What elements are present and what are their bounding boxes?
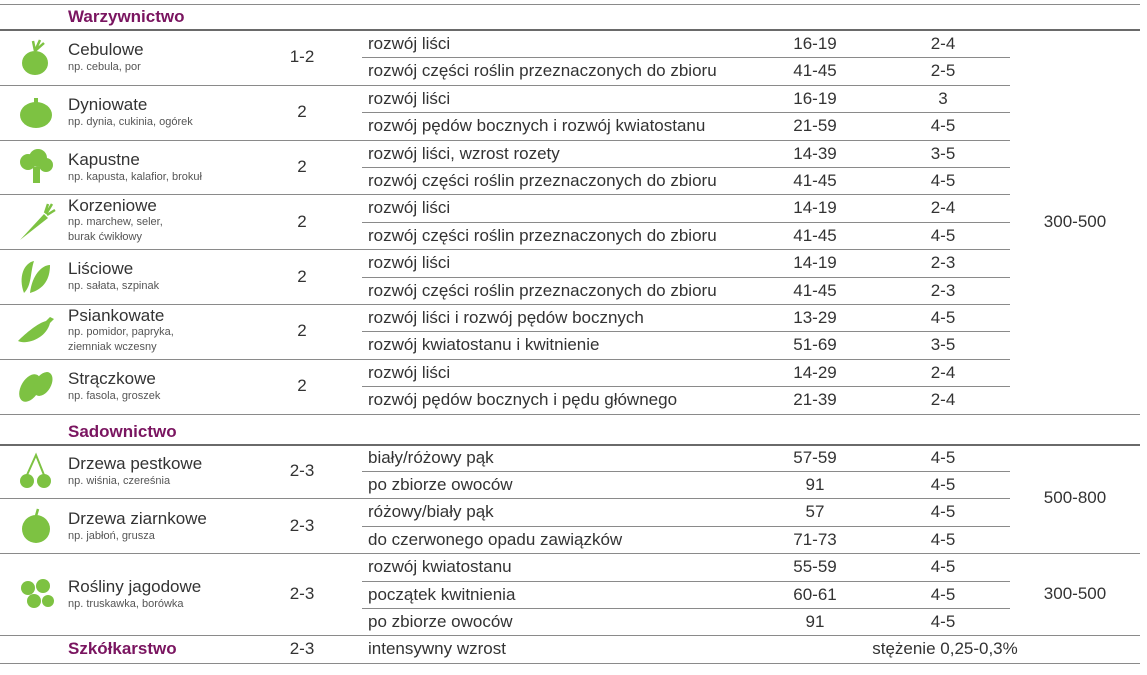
row-divider xyxy=(362,608,1010,609)
group-examples: np. wiśnia, czereśnia xyxy=(68,475,171,487)
times-value: 3 xyxy=(938,88,948,108)
lettuce-icon xyxy=(16,257,56,297)
row-divider xyxy=(0,414,1140,415)
bbch-value: 21-39 xyxy=(793,390,837,410)
stage-label: rozwój części roślin przeznaczonych do zbioru xyxy=(368,225,717,245)
stage-label: rozwój liści i rozwój pędów bocznych xyxy=(368,308,644,327)
group-examples-2: burak ćwikłowy xyxy=(68,231,142,244)
times-value: 4-5 xyxy=(930,612,956,631)
group-examples: np. pomidor, papryka, xyxy=(68,326,174,338)
bbch-value: 55-59 xyxy=(793,557,837,577)
times-value: 4-5 xyxy=(930,584,956,604)
row-divider xyxy=(0,359,1010,360)
group-examples: np. cebula, por xyxy=(68,61,141,73)
bbch-value: 13-29 xyxy=(793,308,837,327)
stage-label: rozwój części roślin przeznaczonych do zbioru xyxy=(368,280,717,300)
group-name: Dyniowate xyxy=(68,94,148,114)
row-divider xyxy=(362,167,1010,168)
stage-label: rozwój liści xyxy=(368,198,451,218)
row-divider xyxy=(0,249,1010,250)
row-divider xyxy=(0,304,1010,305)
bbch-value: 14-29 xyxy=(793,362,837,382)
row-divider xyxy=(0,29,1140,31)
bbch-value: 16-19 xyxy=(793,34,837,53)
bbch-value: 14-19 xyxy=(793,198,837,218)
row-divider xyxy=(362,331,1010,332)
times-value: 2-4 xyxy=(930,362,956,382)
bbch-value: 41-45 xyxy=(793,280,837,300)
dose-value: 2 xyxy=(297,266,307,286)
bbch-value: 14-39 xyxy=(793,143,837,163)
times-value: 3-5 xyxy=(930,335,956,355)
group-examples: np. jabłoń, grusza xyxy=(68,529,155,542)
water-volume-berries: 300-500 xyxy=(1043,584,1107,604)
row-divider xyxy=(0,140,1010,141)
onion-icon xyxy=(16,37,56,77)
bbch-value: 51-69 xyxy=(793,335,837,355)
row-divider xyxy=(0,85,1010,86)
row-divider xyxy=(0,553,1140,554)
row-divider xyxy=(362,112,1010,113)
stage-label: początek kwitnienia xyxy=(368,584,516,604)
times-value: 2-4 xyxy=(930,198,956,218)
times-value: 4-5 xyxy=(930,225,956,245)
row-divider xyxy=(362,526,1010,527)
bbch-value: 91 xyxy=(805,612,825,631)
stage-label: rozwój kwiatostanu xyxy=(368,557,512,577)
dose-value: 2 xyxy=(297,211,307,231)
stage-label: rozwój liści xyxy=(368,253,451,273)
cherry-icon xyxy=(16,451,56,491)
bbch-value: 57-59 xyxy=(793,447,837,467)
bbch-value: 60-61 xyxy=(793,584,837,604)
group-name: Psiankowate xyxy=(68,306,165,325)
section-title-vegetables: Warzywnictwo xyxy=(68,7,185,26)
group-name: Liściowe xyxy=(68,259,134,279)
dose-value: 2-3 xyxy=(289,584,315,604)
row-divider xyxy=(0,4,1140,5)
stage-label: po zbiorze owoców xyxy=(368,475,513,494)
stage-label: biały/różowy pąk xyxy=(368,447,494,467)
times-value: 4-5 xyxy=(930,171,956,190)
times-value: 2-4 xyxy=(930,390,956,410)
stage-label: rozwój liści xyxy=(368,88,451,108)
group-examples: np. kapusta, kalafior, brokuł xyxy=(68,170,202,183)
apple-icon xyxy=(16,506,56,546)
bbch-value: 71-73 xyxy=(793,529,837,549)
dose-value: 1-2 xyxy=(289,47,315,67)
water-volume: 300-500 xyxy=(1043,211,1107,231)
stage-label: różowy/biały pąk xyxy=(368,502,494,522)
section-title-nursery: Szkółkarstwo xyxy=(68,639,177,659)
bbch-value: 21-59 xyxy=(793,116,837,136)
times-value: 2-5 xyxy=(930,61,956,81)
section-title-fruit: Sadownictwo xyxy=(68,421,177,441)
stage-label: do czerwonego opadu zawiązków xyxy=(368,529,623,549)
row-divider xyxy=(362,386,1010,387)
times-value: 4-5 xyxy=(930,529,956,549)
dose-value: 2-3 xyxy=(289,461,315,480)
stage-label: rozwój liści xyxy=(368,34,451,53)
group-name: Strączkowe xyxy=(68,368,156,388)
bbch-value: 41-45 xyxy=(793,171,837,190)
group-name: Korzeniowe xyxy=(68,196,157,216)
row-divider xyxy=(0,663,1140,664)
stage-label: rozwój liści, wzrost rozety xyxy=(368,143,560,163)
row-divider xyxy=(0,444,1140,446)
stage-label: rozwój kwiatostanu i kwitnienie xyxy=(368,335,600,355)
row-divider xyxy=(0,635,1140,636)
dose-value: 2 xyxy=(297,321,307,341)
row-divider xyxy=(362,581,1010,582)
stage-label: rozwój części roślin przeznaczonych do zbioru xyxy=(368,171,717,190)
group-examples: np. marchew, seler, xyxy=(68,216,163,229)
concentration-value: stężenie 0,25-0,3% xyxy=(872,639,1018,659)
times-value: 2-3 xyxy=(930,280,956,300)
times-value: 4-5 xyxy=(930,557,956,577)
group-name: Kapustne xyxy=(68,149,140,169)
row-divider xyxy=(0,498,1010,499)
row-divider xyxy=(362,57,1010,58)
row-divider xyxy=(362,222,1010,223)
times-value: 4-5 xyxy=(930,502,956,522)
group-examples: np. dynia, cukinia, ogórek xyxy=(68,115,193,128)
row-divider xyxy=(362,277,1010,278)
group-examples: np. sałata, szpinak xyxy=(68,280,160,293)
times-value: 2-3 xyxy=(930,253,956,273)
stage-label: rozwój części roślin przeznaczonych do zbioru xyxy=(368,61,717,81)
times-value: 4-5 xyxy=(930,475,956,494)
dose-value: 2-3 xyxy=(289,639,315,659)
group-name: Drzewa pestkowe xyxy=(68,454,203,473)
broccoli-icon xyxy=(16,147,56,187)
dose-value: 2-3 xyxy=(289,515,315,535)
bbch-value: 91 xyxy=(805,475,825,494)
group-name: Cebulowe xyxy=(68,40,144,59)
times-value: 3-5 xyxy=(930,143,956,163)
group-examples: np. fasola, groszek xyxy=(68,389,161,402)
group-examples: np. truskawka, borówka xyxy=(68,598,184,611)
bbch-value: 57 xyxy=(805,502,825,522)
eggplant-icon xyxy=(16,311,56,351)
times-value: 4-5 xyxy=(930,308,956,327)
pumpkin-icon xyxy=(16,92,56,132)
beans-icon xyxy=(16,366,56,406)
bbch-value: 41-45 xyxy=(793,61,837,81)
bbch-value: 41-45 xyxy=(793,225,837,245)
stage-label: rozwój pędów bocznych i pędu głównego xyxy=(368,390,678,410)
berries-icon xyxy=(16,574,56,614)
bbch-value: 16-19 xyxy=(793,88,837,108)
stage-label: rozwój pędów bocznych i rozwój kwiatostanu xyxy=(368,116,706,136)
row-divider xyxy=(0,194,1010,195)
row-divider xyxy=(362,471,1010,472)
times-value: 4-5 xyxy=(930,116,956,136)
dose-value: 2 xyxy=(297,102,307,122)
stage-label: intensywny wzrost xyxy=(368,639,506,659)
times-value: 2-4 xyxy=(930,34,956,53)
bbch-value: 14-19 xyxy=(793,253,837,273)
stage-label: rozwój liści xyxy=(368,362,451,382)
group-name: Rośliny jagodowe xyxy=(68,577,202,597)
times-value: 4-5 xyxy=(930,447,956,467)
group-examples-2: ziemniak wczesny xyxy=(68,341,157,353)
group-name: Drzewa ziarnkowe xyxy=(68,508,207,528)
stage-label: po zbiorze owoców xyxy=(368,612,513,631)
water-volume-stone-pome: 500-800 xyxy=(1043,488,1107,508)
dose-value: 2 xyxy=(297,157,307,176)
dose-value: 2 xyxy=(297,376,307,396)
carrot-icon xyxy=(16,202,56,242)
